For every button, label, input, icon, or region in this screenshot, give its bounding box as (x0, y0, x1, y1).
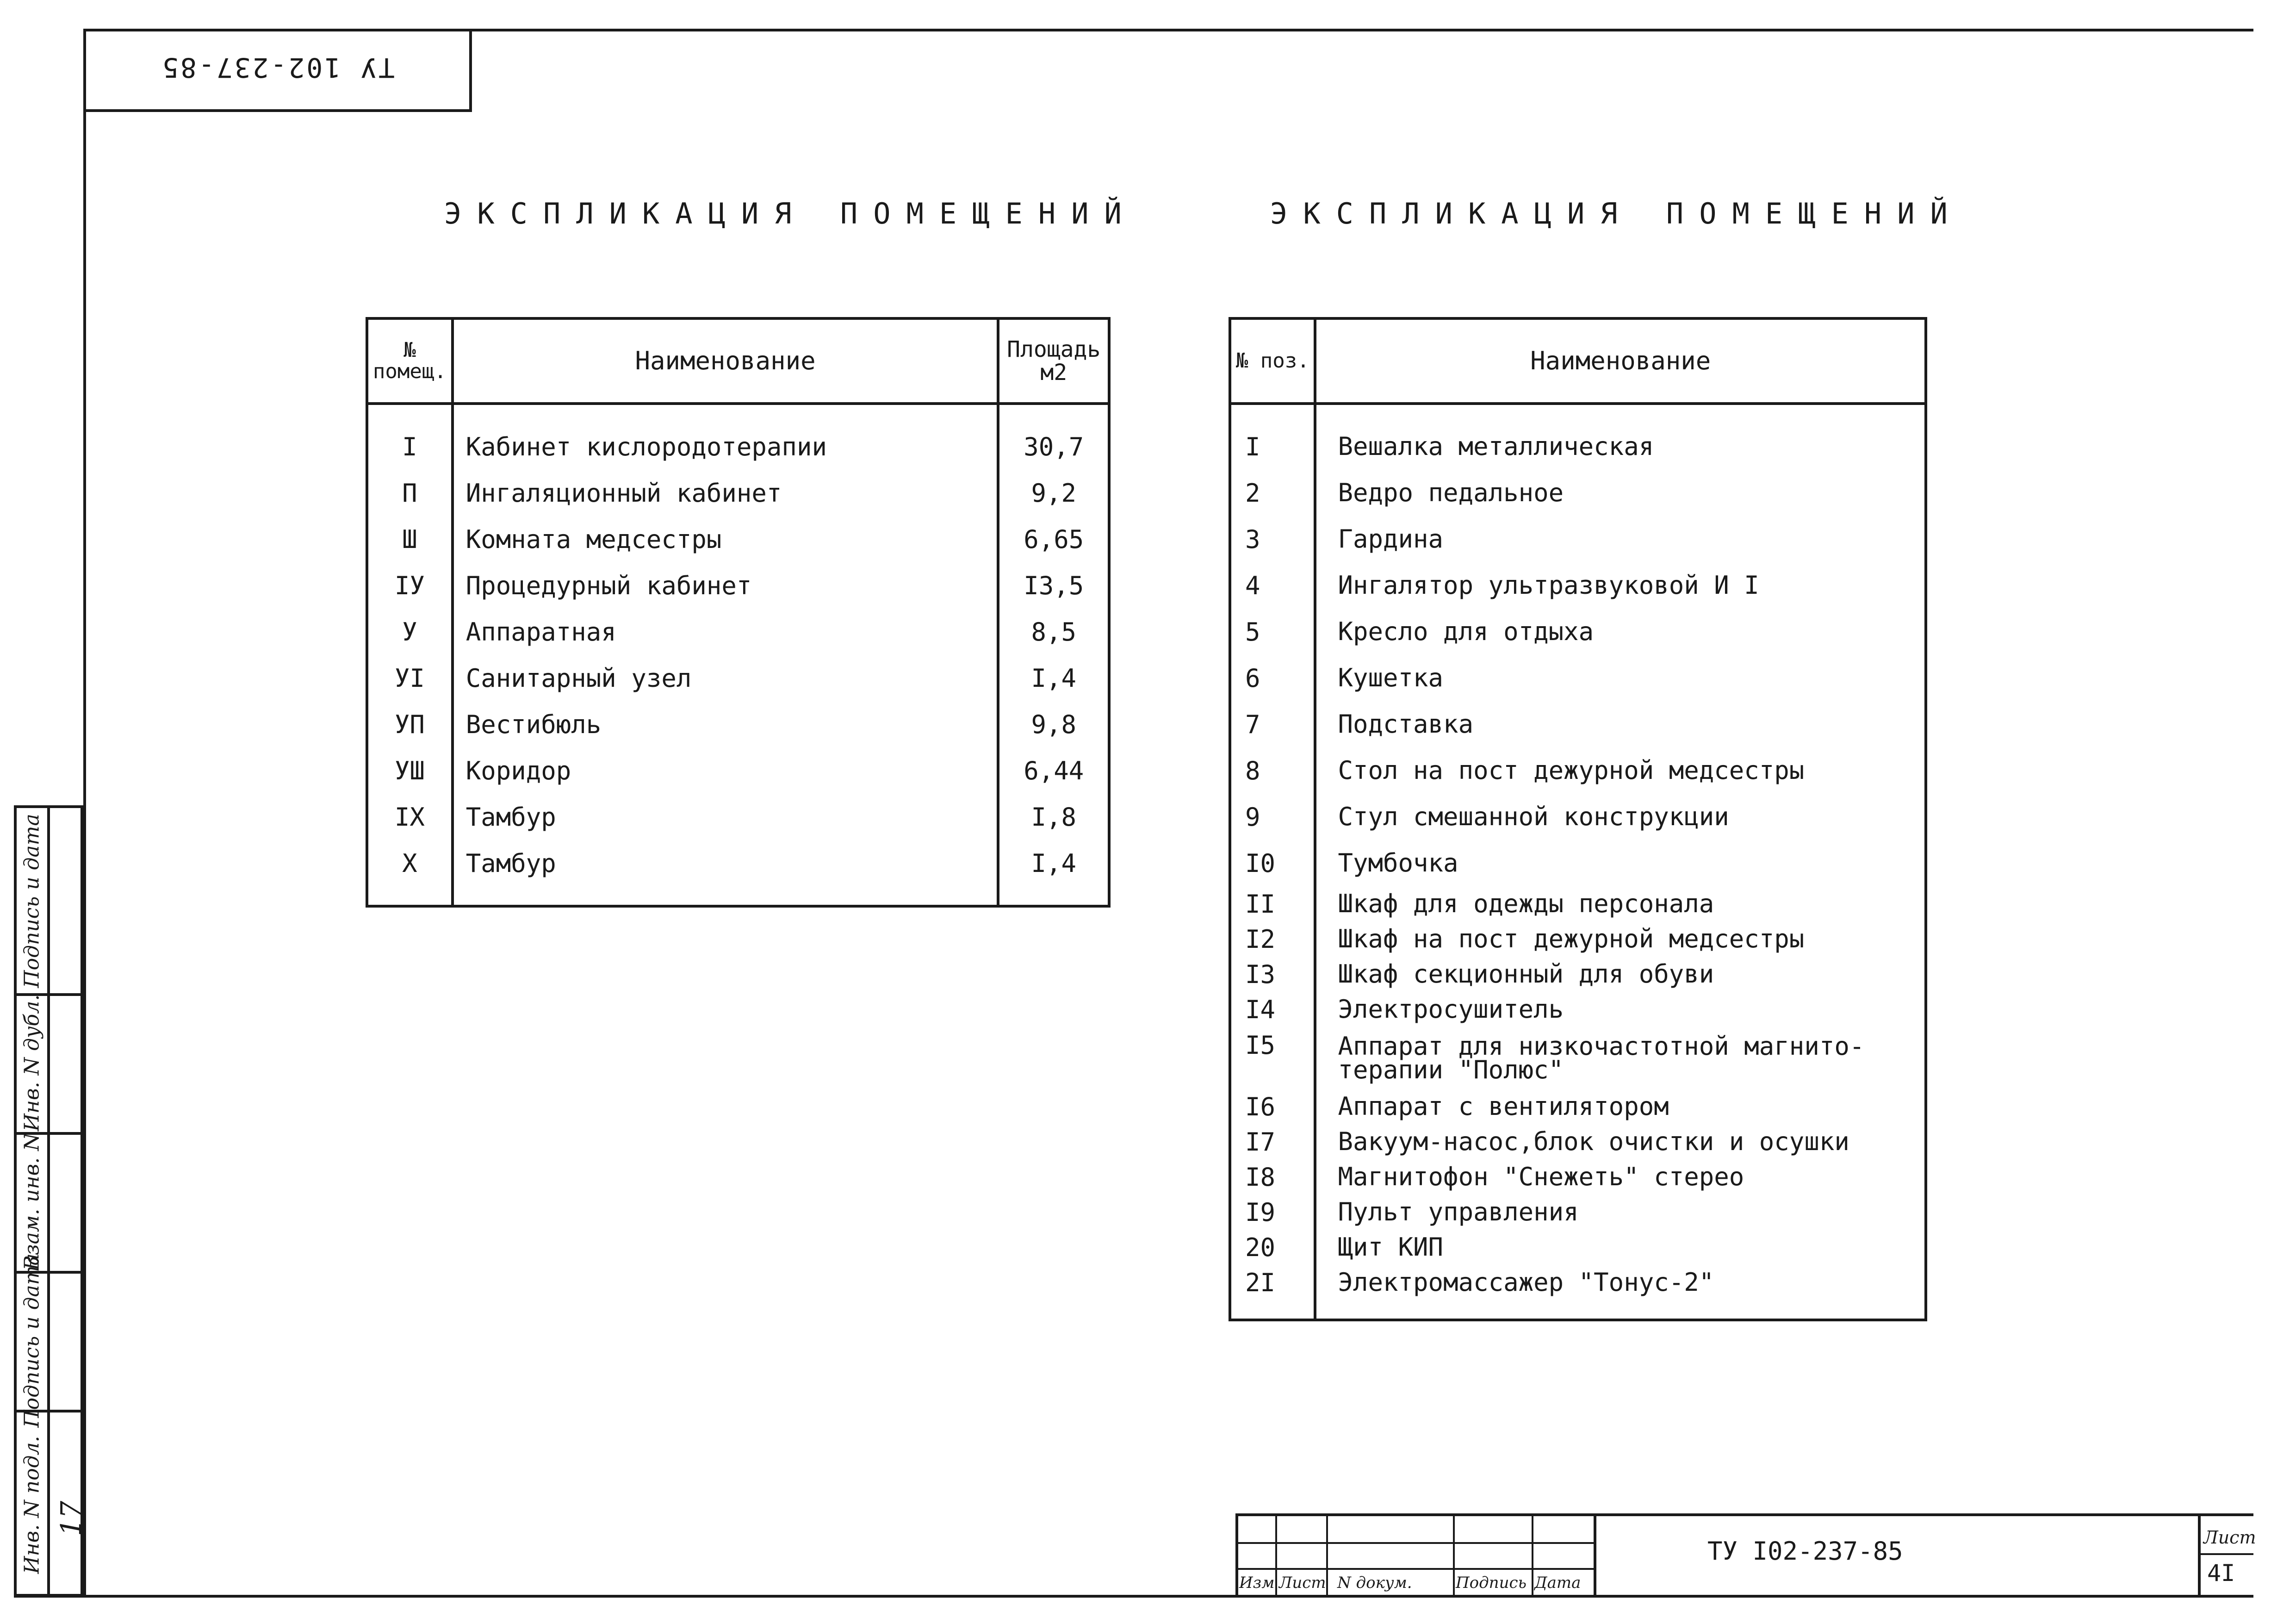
room-name: Ингаляционный кабинет (453, 470, 999, 516)
position-number: 6 (1230, 655, 1315, 701)
position-number: I (1230, 404, 1315, 470)
item-name: Магнитофон "Снежеть" стерео (1315, 1159, 1926, 1195)
room-area: 9,8 (998, 701, 1109, 747)
column-label-sheet: Лист (1279, 1574, 1326, 1592)
room-area: 6,65 (998, 516, 1109, 562)
table-row (1230, 516, 1926, 562)
room-area: I3,5 (998, 562, 1109, 609)
position-number: 4 (1230, 562, 1315, 609)
position-number: 5 (1230, 609, 1315, 655)
item-name: Аппарат для низкочастотной магнито- терапии "Полюс" (1315, 1027, 1926, 1089)
room-area: 6,44 (998, 747, 1109, 794)
room-number: IУ (367, 562, 453, 609)
room-area: 30,7 (998, 404, 1109, 470)
position-number: I0 (1230, 840, 1315, 886)
room-name: Кабинет кислородотерапии (453, 404, 999, 470)
item-name: Шкаф секционный для обуви (1315, 957, 1926, 992)
table-row (367, 747, 1109, 794)
table-row (1230, 562, 1926, 609)
side-stamp-strip (14, 805, 88, 1597)
column-label-document: N докум. (1337, 1574, 1412, 1592)
room-number: IX (367, 794, 453, 840)
item-name: Стул смешанной конструкции (1315, 794, 1926, 840)
table-row (1230, 1089, 1926, 1124)
room-number: I (367, 404, 453, 470)
item-name: Пульт управления (1315, 1195, 1926, 1230)
item-name: Вакуум-насос,блок очистки и осушки (1315, 1124, 1926, 1159)
room-number: X (367, 840, 453, 906)
room-name: Тамбур (453, 840, 999, 906)
room-number: УШ (367, 747, 453, 794)
table-row (1230, 992, 1926, 1027)
room-area: 9,2 (998, 470, 1109, 516)
position-number: I7 (1230, 1124, 1315, 1159)
table-row (367, 840, 1109, 906)
table-row (1230, 1159, 1926, 1195)
item-name: Шкаф на пост дежурной медсестры (1315, 921, 1926, 957)
item-name: Электросушитель (1315, 992, 1926, 1027)
item-name: Электромассажер "Тонус-2" (1315, 1265, 1926, 1320)
col-header-position-number: № поз. (1230, 318, 1315, 404)
table-row (1230, 1195, 1926, 1230)
table-row (1230, 886, 1926, 921)
position-number: 8 (1230, 747, 1315, 794)
table-row (1230, 1124, 1926, 1159)
item-name: Аппарат с вентилятором (1315, 1089, 1926, 1124)
table-row (1230, 840, 1926, 886)
room-name: Тамбур (453, 794, 999, 840)
table-row (367, 562, 1109, 609)
table-row (1230, 747, 1926, 794)
side-label-signature-date-2: Подпись и дата (20, 1253, 44, 1428)
position-number: I9 (1230, 1195, 1315, 1230)
table-row (367, 404, 1109, 470)
col-header-room-number: № помещ. (367, 318, 453, 404)
left-table-title: ЭКСПЛИКАЦИЯ ПОМЕЩЕНИЙ (444, 197, 1137, 230)
room-name: Процедурный кабинет (453, 562, 999, 609)
side-number: 17 (55, 1500, 88, 1537)
item-name: Шкаф для одежды персонала (1315, 886, 1926, 921)
column-label-change: Изм (1239, 1574, 1275, 1592)
table-row (1230, 1230, 1926, 1265)
table-row (367, 701, 1109, 747)
position-number: I3 (1230, 957, 1315, 992)
table-row (1230, 957, 1926, 992)
table-row (1230, 794, 1926, 840)
stamp-code: ТУ 102-237-85 (161, 52, 395, 83)
table-row (367, 470, 1109, 516)
item-name: Ведро педальное (1315, 470, 1926, 516)
room-name: Аппаратная (453, 609, 999, 655)
room-name: Коридор (453, 747, 999, 794)
position-number: II (1230, 886, 1315, 921)
room-area: I,4 (998, 655, 1109, 701)
col-header-name: Наименование (1315, 318, 1926, 404)
room-number: У (367, 609, 453, 655)
position-number: 9 (1230, 794, 1315, 840)
room-area: 8,5 (998, 609, 1109, 655)
position-number: I8 (1230, 1159, 1315, 1195)
table-row (1230, 701, 1926, 747)
item-name: Тумбочка (1315, 840, 1926, 886)
position-number: 7 (1230, 701, 1315, 747)
room-number: УI (367, 655, 453, 701)
position-number: 3 (1230, 516, 1315, 562)
item-name: Подставка (1315, 701, 1926, 747)
item-name: Кресло для отдыха (1315, 609, 1926, 655)
table-row (1230, 1027, 1926, 1089)
table-row (1230, 1265, 1926, 1320)
table-row (367, 655, 1109, 701)
table-row (1230, 470, 1926, 516)
table-row (1230, 404, 1926, 470)
side-label-dup-inventory: Инв. N дубл. (20, 994, 44, 1131)
room-number: УП (367, 701, 453, 747)
side-label-original-inventory: Инв. N подл. (20, 1435, 44, 1574)
position-number: I4 (1230, 992, 1315, 1027)
room-name: Комната медсестры (453, 516, 999, 562)
position-number: 20 (1230, 1230, 1315, 1265)
position-number: 2 (1230, 470, 1315, 516)
equipment-table (1229, 317, 1927, 1321)
item-name: Кушетка (1315, 655, 1926, 701)
header-stamp (83, 29, 472, 112)
col-header-name: Наименование (453, 318, 999, 404)
document-code: ТУ I02-237-85 (1707, 1537, 1903, 1566)
table-row (1230, 655, 1926, 701)
rooms-table (366, 317, 1111, 908)
room-area: I,4 (998, 840, 1109, 906)
item-name: Щит КИП (1315, 1230, 1926, 1265)
side-label-signature-date: Подпись и дата (20, 813, 44, 988)
table-row (1230, 609, 1926, 655)
position-number: I6 (1230, 1089, 1315, 1124)
column-label-signature: Подпись (1456, 1574, 1527, 1592)
room-name: Санитарный узел (453, 655, 999, 701)
room-number: Ш (367, 516, 453, 562)
item-name: Гардина (1315, 516, 1926, 562)
item-name: Ингалятор ультразвуковой И I (1315, 562, 1926, 609)
title-block (1235, 1513, 2256, 1597)
column-label-date: Дата (1534, 1574, 1581, 1592)
position-number: I5 (1230, 1027, 1315, 1089)
table-row (367, 609, 1109, 655)
table-row (367, 516, 1109, 562)
item-name: Вешалка металлическая (1315, 404, 1926, 470)
frame-left-line (83, 29, 86, 1598)
position-number: I2 (1230, 921, 1315, 957)
sheet-number: 4I (2207, 1560, 2235, 1587)
table-row (367, 794, 1109, 840)
room-number: П (367, 470, 453, 516)
room-area: I,8 (998, 794, 1109, 840)
item-name: Стол на пост дежурной медсестры (1315, 747, 1926, 794)
sheet-label: Лист (2203, 1527, 2256, 1548)
side-label-replaced-inventory: Взам. инв. N (20, 1132, 44, 1270)
col-header-area: Площадь м2 (998, 318, 1109, 404)
right-table-title: ЭКСПЛИКАЦИЯ ПОМЕЩЕНИЙ (1270, 197, 1963, 230)
position-number: 2I (1230, 1265, 1315, 1320)
room-name: Вестибюль (453, 701, 999, 747)
table-row (1230, 921, 1926, 957)
